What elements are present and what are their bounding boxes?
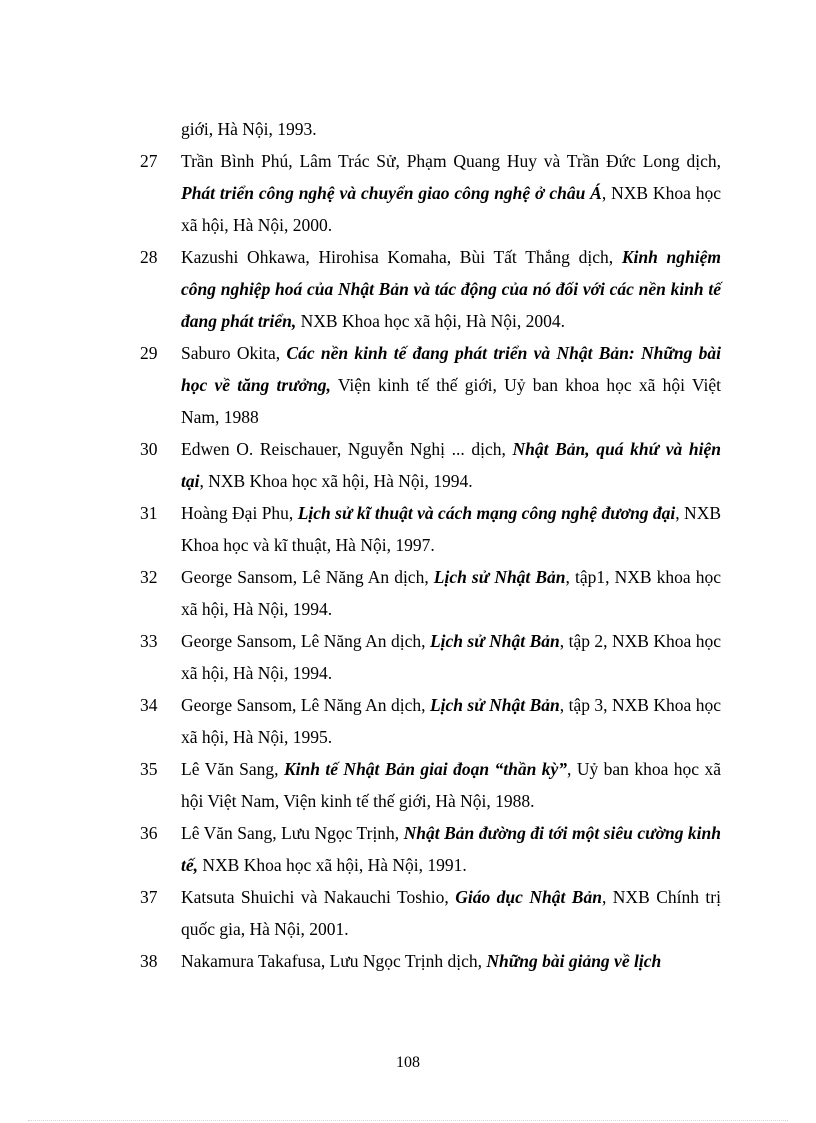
reference-authors: Nakamura Takafusa, Lưu Ngọc Trịnh dịch, — [181, 951, 487, 971]
reference-text — [181, 625, 721, 689]
reference-item — [140, 625, 721, 689]
reference-text — [181, 753, 721, 817]
reference-publisher: , NXB Khoa học và kĩ thuật, Hà Nội, 1997. — [181, 503, 722, 555]
reference-title: Lịch sử kĩ thuật và cách mạng công nghệ đương đại — [297, 503, 676, 523]
reference-continuation: giới, Hà Nội, 1993. — [181, 119, 317, 139]
reference-item — [140, 561, 721, 625]
reference-authors: Kazushi Ohkawa, Hirohisa Komaha, Bùi Tất Thắng dịch, — [181, 247, 622, 267]
page-number: 108 — [396, 1054, 420, 1071]
reference-publisher: Viện kinh tế thế giới, Uỷ ban khoa học xã hội Việt Nam, 1988 — [181, 375, 721, 427]
reference-item — [140, 817, 721, 881]
page-bottom-divider — [28, 1120, 788, 1121]
reference-title: Lịch sử Nhật Bản — [429, 631, 560, 651]
reference-text — [181, 497, 721, 561]
reference-number: 32 — [140, 567, 158, 587]
reference-number: 28 — [140, 247, 158, 267]
reference-number: 35 — [140, 759, 158, 779]
reference-title: Các nền kinh tế đang phát triển và Nhật Bản: Những bài học về tăng trưởng, — [181, 343, 721, 395]
reference-authors: Trần Bình Phú, Lâm Trác Sử, Phạm Quang Huy và Trần Đức Long dịch, — [181, 151, 721, 171]
reference-text — [181, 689, 721, 753]
reference-number: 38 — [140, 951, 158, 971]
reference-item — [140, 945, 721, 977]
reference-title: Lịch sử Nhật Bản — [429, 695, 560, 715]
reference-item — [140, 881, 721, 945]
reference-publisher: NXB Khoa học xã hội, Hà Nội, 1991. — [198, 855, 467, 875]
reference-title: Kinh tế Nhật Bản giai đoạn “thần kỳ” — [283, 759, 568, 779]
reference-publisher: , tập 2, NXB Khoa học xã hội, Hà Nội, 1994. — [181, 631, 721, 683]
reference-title: Giáo dục Nhật Bản — [455, 887, 602, 907]
reference-authors: Saburo Okita, — [181, 343, 287, 363]
reference-publisher: , NXB Chính trị quốc gia, Hà Nội, 2001. — [181, 887, 721, 939]
reference-number: 34 — [140, 695, 158, 715]
reference-item — [140, 753, 721, 817]
reference-publisher: , tập1, NXB khoa học xã hội, Hà Nội, 1994. — [181, 567, 722, 619]
reference-text — [181, 945, 721, 977]
reference-authors: Katsuta Shuichi và Nakauchi Toshio, — [181, 887, 456, 907]
reference-publisher: , NXB Khoa học xã hội, Hà Nội, 1994. — [199, 471, 473, 491]
reference-authors: Hoàng Đại Phu, — [181, 503, 298, 523]
reference-title: Những bài giảng về lịch — [486, 951, 662, 971]
reference-authors: George Sansom, Lê Năng An dịch, — [181, 631, 430, 651]
reference-text — [181, 145, 721, 241]
reference-number: 31 — [140, 503, 158, 523]
reference-item — [140, 689, 721, 753]
reference-number: 36 — [140, 823, 158, 843]
reference-item — [140, 241, 721, 337]
reference-number: 30 — [140, 439, 158, 459]
reference-text — [181, 817, 721, 881]
reference-number: 29 — [140, 343, 158, 363]
reference-publisher: , tập 3, NXB Khoa học xã hội, Hà Nội, 1995. — [181, 695, 721, 747]
reference-publisher: , Uỷ ban khoa học xã hội Việt Nam, Viện kinh tế thế giới, Hà Nội, 1988. — [181, 759, 721, 811]
reference-text — [181, 337, 721, 433]
reference-text — [181, 241, 721, 337]
reference-title: Kinh nghiệm công nghiệp hoá của Nhật Bản và tác động của nó đối với các nền kinh tế đang phát triển, — [181, 247, 721, 331]
reference-publisher: , NXB Khoa học xã hội, Hà Nội, 2000. — [181, 183, 721, 235]
reference-title: Nhật Bản, quá khứ và hiện tại — [181, 439, 721, 491]
reference-authors: Lê Văn Sang, — [181, 759, 284, 779]
reference-authors: Lê Văn Sang, Lưu Ngọc Trịnh, — [181, 823, 404, 843]
reference-number: 33 — [140, 631, 158, 651]
reference-text — [181, 881, 721, 945]
reference-item — [140, 433, 721, 497]
reference-number: 37 — [140, 887, 158, 907]
reference-authors: Edwen O. Reischauer, Nguyễn Nghị ... dịch, — [181, 439, 513, 459]
reference-text — [181, 433, 721, 497]
reference-item — [140, 497, 721, 561]
reference-item — [140, 337, 721, 433]
reference-text — [181, 561, 721, 625]
reference-item — [140, 145, 721, 241]
reference-title: Nhật Bản đường đi tới một siêu cường kinh tế, — [181, 823, 721, 875]
reference-title: Phát triển công nghệ và chuyển giao công nghệ ở châu Á — [181, 183, 602, 203]
reference-list — [140, 145, 721, 977]
reference-publisher: NXB Khoa học xã hội, Hà Nội, 2004. — [296, 311, 566, 331]
reference-authors: George Sansom, Lê Năng An dịch, — [181, 695, 430, 715]
reference-title: Lịch sử Nhật Bản — [433, 567, 566, 587]
reference-number: 27 — [140, 151, 158, 171]
reference-authors: George Sansom, Lê Năng An dịch, — [181, 567, 434, 587]
